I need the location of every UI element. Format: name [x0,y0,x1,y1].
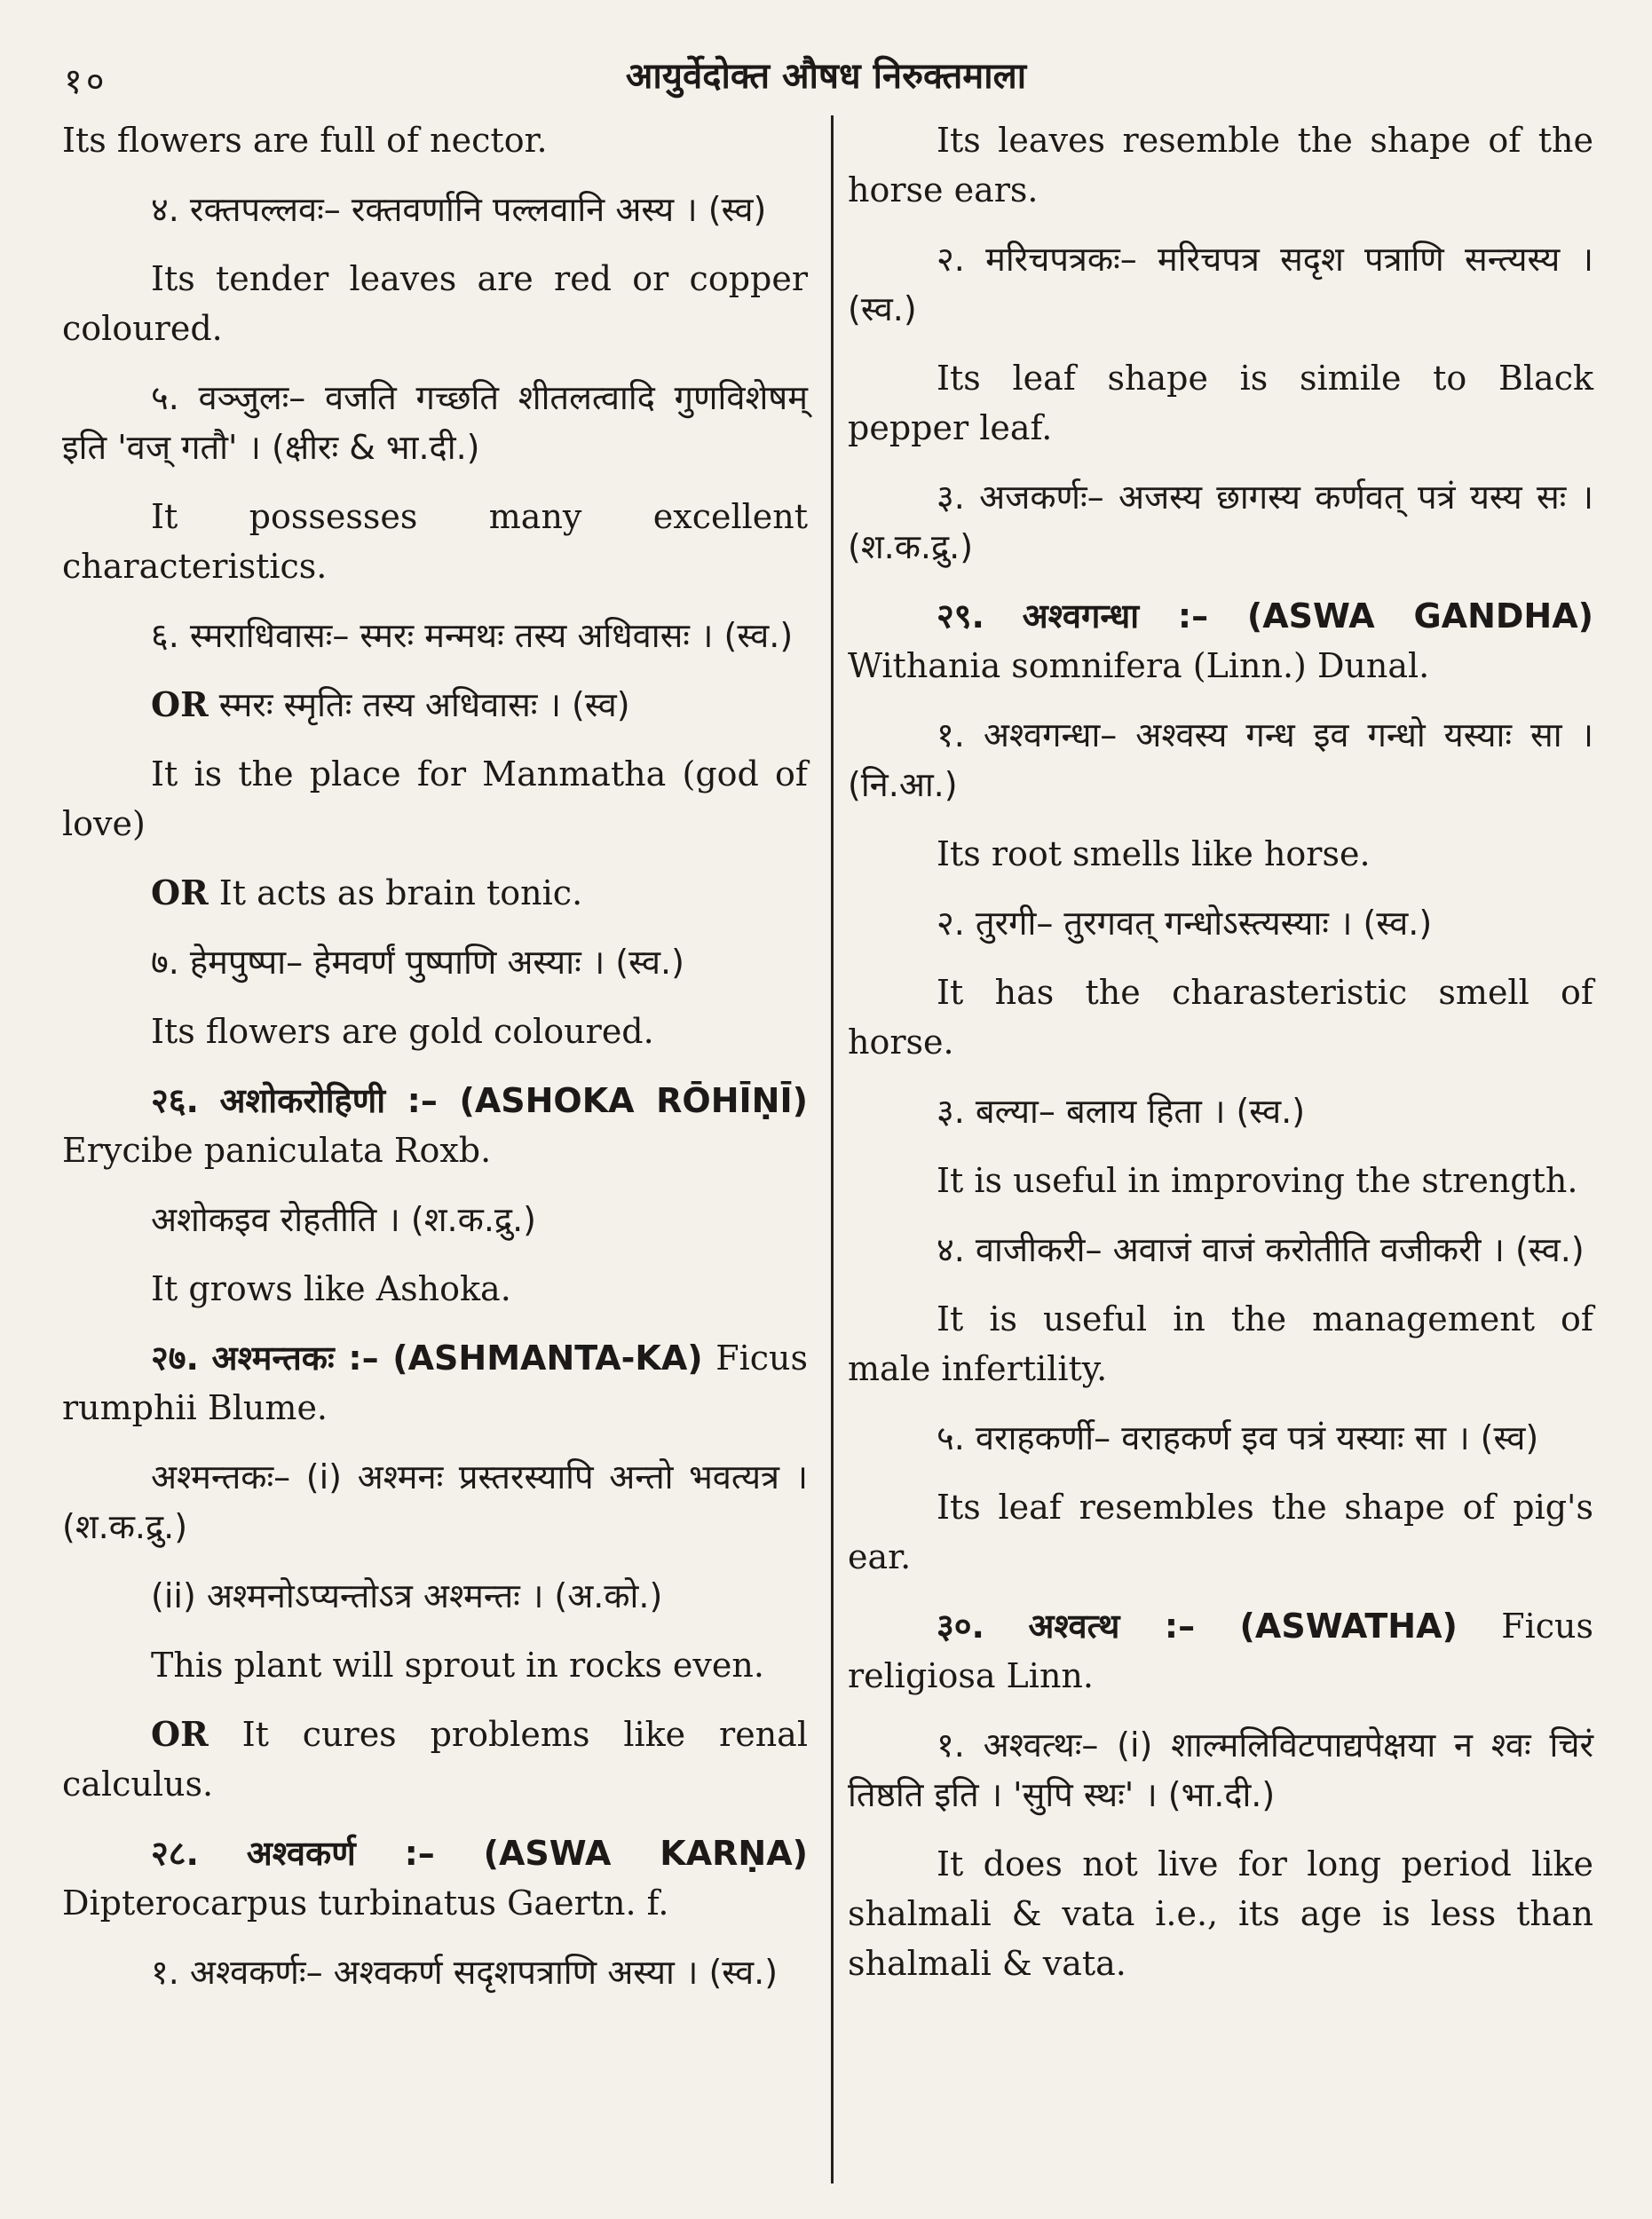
entry-heading [62,1333,808,1433]
botanical-name: Ficus religiosa Linn. [848,1607,1593,1695]
english-text: Its root smells like horse. [937,834,1371,873]
english-text: It has the charasteristic smell of horse. [848,973,1593,1062]
entry-number: ३०. [937,1607,984,1646]
left-column [62,115,808,2017]
sanskrit-text: अशोकइव रोहतीति । (श.क.द्रु.) [151,1200,536,1239]
or-label: OR [151,1714,209,1754]
english-text: Its tender leaves are red or copper coloured. [62,259,808,348]
english-text: It possesses many excellent characteristics. [62,497,808,586]
sanskrit-text: १. अश्वगन्धा– अश्वस्य गन्ध इव गन्धो यस्याः सा । (नि.आ.) [848,715,1593,804]
entry-heading [848,591,1593,691]
or-label: OR [151,684,209,724]
botanical-name: Withania somnifera (Linn.) Dunal. [848,646,1430,685]
english-text: It grows like Ashoka. [151,1269,511,1308]
sanskrit-text: ६. स्मराधिवासः– स्मरः मन्मथः तस्य अधिवासः । (स्व.) [151,616,794,655]
english-text: It is useful in improving the strength. [937,1161,1578,1200]
english-text: Its flowers are full of nector. [62,121,548,160]
or-label: OR [151,873,209,912]
entry-number: २९. [937,596,984,636]
botanical-name: Ficus rumphii Blume. [62,1339,808,1427]
alternate-meaning [62,1710,808,1809]
alternate-text: स्मरः स्मृतिः तस्य अधिवासः । (स्व) [218,685,630,724]
english-text: It does not live for long period like shalmali & vata i.e., its age is less than shalmali & vata. [848,1844,1593,1983]
sanskrit-text: ५. वञ्जुलः– वजति गच्छति शीतलत्वादि गुणविशेषम् इति 'वज् गतौ' । (क्षीरः & भा.दी.) [62,378,808,467]
english-text: Its leaf shape is simile to Black pepper leaf. [848,359,1593,447]
sanskrit-text: २. तुरगी– तुरगवत् गन्धोऽस्त्यस्याः । (स्व.) [937,904,1433,943]
entry-number: २७. [151,1339,199,1378]
sanskrit-text: ३. बल्या– बलाय हिता । (स्व.) [937,1092,1306,1131]
english-text: Its flowers are gold coloured. [151,1012,654,1051]
entry-title: अश्वकर्ण :– (ASWA KARṆA) [246,1834,808,1873]
alternate-text: It acts as brain tonic. [218,873,583,912]
page-number: १० [64,61,108,102]
sanskrit-text: १. अश्वत्थः– (i) शाल्मलिविटपाद्यपेक्षया न श्वः चिरं तिष्ठति इति । 'सुपि स्थः' । (भा.दी.) [848,1725,1593,1814]
entry-title: अशोकरोहिणी :– (ASHOKA RŌHĪṆĪ) [219,1081,808,1120]
sanskrit-text: ३. अजकर्णः– अजस्य छागस्य कर्णवत् पत्रं यस्य सः । (श.क.द्रु.) [848,478,1593,566]
sanskrit-text: ४. रक्तपल्लवः– रक्तवर्णानि पल्लवानि अस्य । (स्व) [151,190,767,229]
running-title: आयुर्वेदोक्त औषध निरुक्तमाला [625,56,1027,97]
entry-title: अश्वत्थ :– (ASWATHA) [1028,1607,1458,1646]
sanskrit-text: (ii) अश्मनोऽप्यन्तोऽत्र अश्मन्तः । (अ.को.) [151,1576,663,1615]
sanskrit-text: ४. वाजीकरी– अवाजं वाजं करोतीति वजीकरी । (स्व.) [937,1230,1585,1269]
right-column [848,115,1593,2008]
sanskrit-text: २. मरिचपत्रकः– मरिचपत्र सदृश पत्राणि सन्त्यस्य । (स्व.) [848,240,1593,328]
alternate-text: It cures problems like renal calculus. [62,1715,808,1804]
entry-number: २६. [151,1081,199,1120]
english-text: It is the place for Manmatha (god of love) [62,754,808,843]
entry-number: २८. [151,1834,199,1873]
sanskrit-text: ७. हेमपुष्पा– हेमवर्णं पुष्पाणि अस्याः । (स्व.) [151,943,684,982]
sanskrit-text: अश्मन्तकः– (i) अश्मनः प्रस्तरस्यापि अन्तो भवत्यत्र । (श.क.द्रु.) [62,1457,808,1546]
entry-heading [62,1828,808,1928]
entry-heading [848,1601,1593,1701]
botanical-name: Erycibe paniculata Roxb. [62,1131,492,1170]
entry-title: अश्वगन्धा :– (ASWA GANDHA) [1022,596,1593,636]
entry-title: अश्मन्तकः :– (ASHMANTA-KA) [211,1339,703,1378]
column-divider [831,115,834,2183]
sanskrit-text: ५. वराहकर्णी– वराहकर्ण इव पत्रं यस्याः सा । (स्व) [937,1418,1539,1457]
english-text: Its leaves resemble the shape of the horse ears. [848,121,1593,209]
alternate-meaning [62,868,808,918]
english-text: It is useful in the management of male infertility. [848,1299,1593,1388]
alternate-meaning [62,680,808,730]
botanical-name: Dipterocarpus turbinatus Gaertn. f. [62,1883,669,1923]
english-text: Its leaf resembles the shape of pig's ear. [848,1488,1593,1576]
sanskrit-text: १. अश्वकर्णः– अश्वकर्ण सदृशपत्राणि अस्या । (स्व.) [151,1953,779,1992]
entry-heading [62,1076,808,1175]
english-text: This plant will sprout in rocks even. [151,1646,764,1685]
